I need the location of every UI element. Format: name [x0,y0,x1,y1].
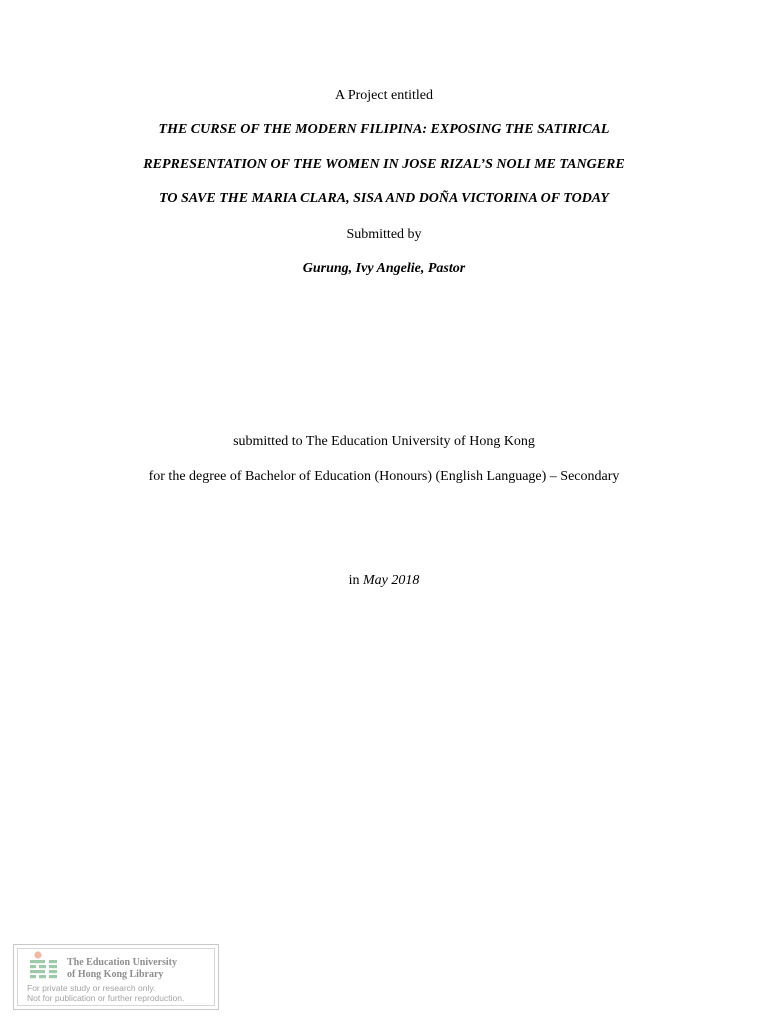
library-usage-note [27,983,184,1003]
title-line-2: REPRESENTATION OF THE WOMEN IN JOSE RIZAL’S NOLI ME TANGERE [143,157,625,172]
title-line-3: TO SAVE THE MARIA CLARA, SISA AND DOÑA VICTORINA OF TODAY [159,191,609,206]
library-name-line-1: The Education University [67,957,178,968]
library-note-line-1: For private study or research only. [27,983,156,993]
title-line-1: THE CURSE OF THE MODERN FILIPINA: EXPOSING THE SATIRICAL [158,122,610,137]
library-name-line-2: of Hong Kong Library [67,969,164,980]
library-stamp [13,944,219,1010]
eduhk-library-logo-icon [28,951,60,981]
submitted-by-label: Submitted by [346,227,422,242]
author-name: Gurung, Ivy Angelie, Pastor [302,261,466,276]
project-intro: A Project entitled [335,88,433,103]
submission-date: May 2018 [363,573,420,588]
submitted-to-institution: submitted to The Education University of Hong Kong [233,434,535,449]
library-name [67,957,177,981]
date-prefix: in [348,573,360,588]
degree-line: for the degree of Bachelor of Education (Honours) (English Language) – Secondary [148,469,620,484]
date-line [0,572,768,590]
library-note-line-2: Not for publication or further reproduction. [27,993,185,1003]
